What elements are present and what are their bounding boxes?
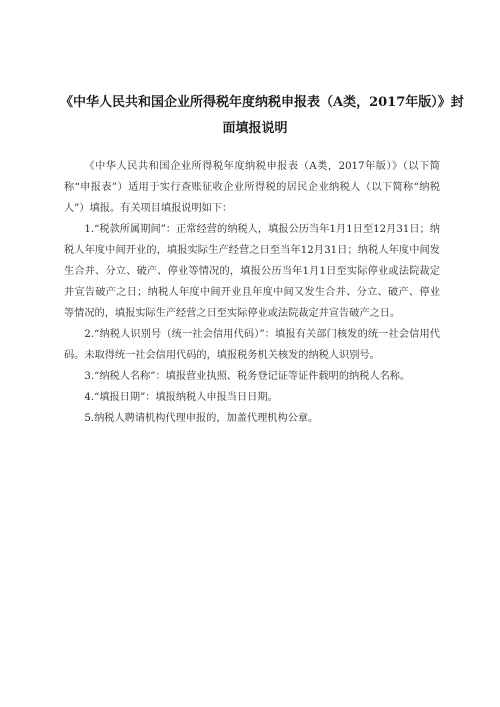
intro-paragraph: 《中华人民共和国企业所得税年度纳税申报表（A类，2017年版）》（以下简称“申报表”）适用于实行查账征收企业所得税的居民企业纳税人（以下简称“纳税人”）填报。有关项目填报说明如下： bbox=[64, 161, 440, 214]
item-paragraph-5: 5.纳税人聘请机构代理申报的，加盖代理机构公章。 bbox=[84, 413, 319, 424]
item-paragraph-4: 4.“填报日期”：填报纳税人申报当日日期。 bbox=[84, 392, 278, 403]
document-body bbox=[64, 156, 440, 429]
item-paragraph-3: 3.“纳税人名称”：填报营业执照、税务登记证等证件载明的纳税人名称。 bbox=[84, 371, 411, 382]
document-title-line1: 《中华人民共和国企业所得税年度纳税申报表（A类，2017年版）》封 bbox=[60, 95, 464, 110]
item-paragraph-2: 2.“纳税人识别号（统一社会信用代码）”：填报有关部门核发的统一社会信用代码。未取得统一社会信用代码的，填报税务机关核发的纳税人识别号。 bbox=[64, 329, 440, 361]
document-title-line2: 面填报说明 bbox=[222, 121, 288, 136]
item-paragraph-1: 1.“税款所属期间”：正常经营的纳税人，填报公历当年1月1日至12月31日；纳税人年度中间开业的，填报实际生产经营之日至当年12月31日；纳税人年度中间发生合并、分立、破产、停业等情况的，填报公历当年1月1日至实际停业或法院裁定并宣告破产之日；纳税人年度中间开业且年度中间又发生合并、分立、破产、停业等情况的，填报实际生产经营之日至实际停业或法院裁定并宣告破产之日。 bbox=[64, 224, 440, 319]
